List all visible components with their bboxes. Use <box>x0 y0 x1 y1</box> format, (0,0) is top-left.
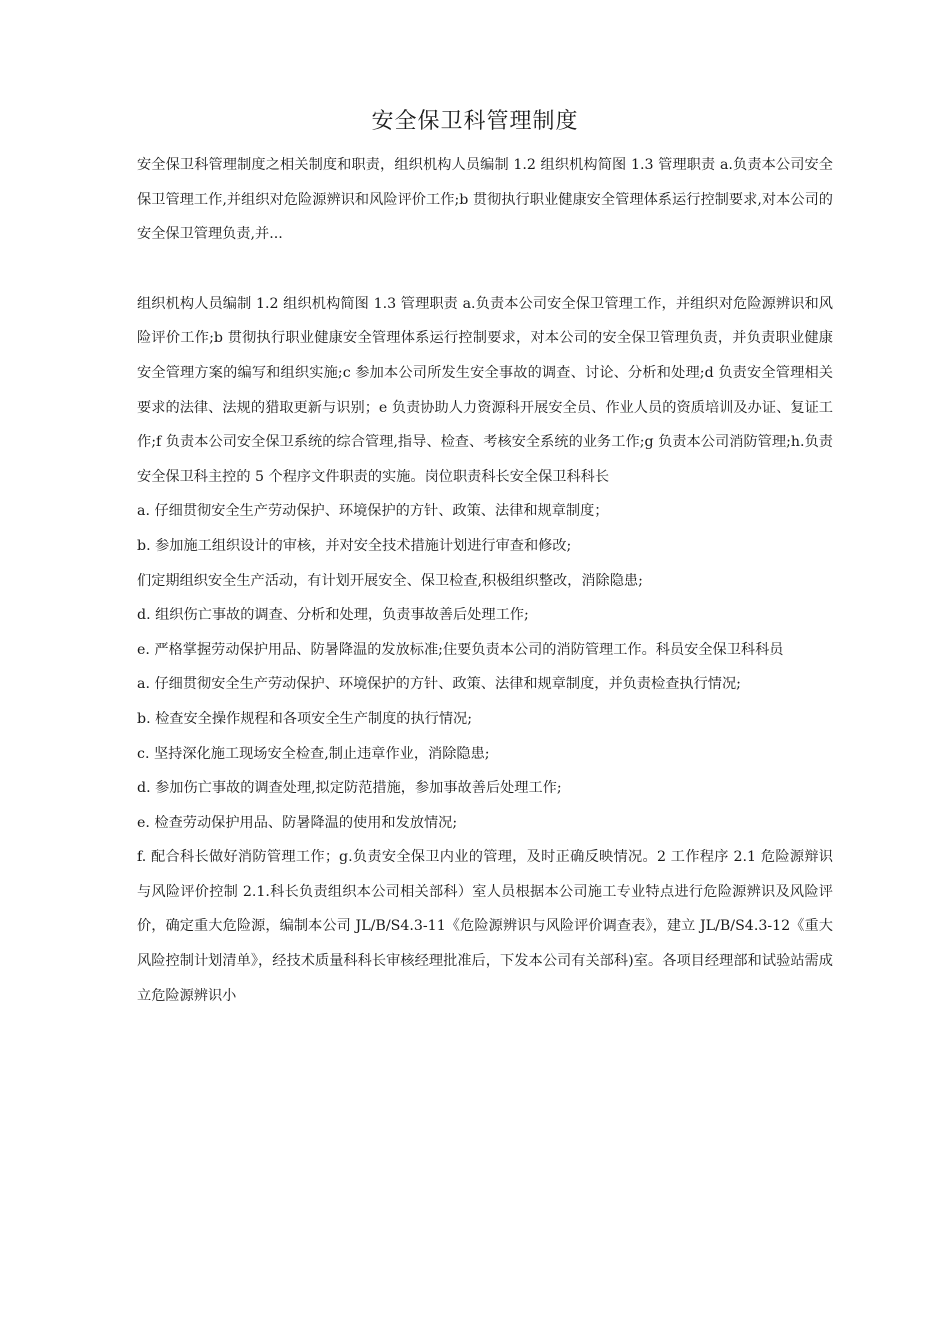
list-item: e. 检查劳动保护用品、防暑降温的使用和发放情况; <box>137 814 458 831</box>
list-item: b. 参加施工组织设计的审核，并对安全技术措施计划进行审查和修改; <box>137 537 572 554</box>
list-item: d. 参加伤亡事故的调查处理,拟定防范措施，参加事故善后处理工作; <box>137 780 562 797</box>
list-item: a. 仔细贯彻安全生产劳动保护、环境保护的方针、政策、法律和规章制度，并负责检查执行情况; <box>137 676 741 693</box>
list-item: c. 坚持深化施工现场安全检查,制止违章作业，消除隐患; <box>137 745 490 762</box>
list-item: b. 检查安全操作规程和各项安全生产制度的执行情况; <box>137 710 473 727</box>
page-title: 安全保卫科管理制度 <box>371 109 579 134</box>
paragraph-gap <box>137 252 833 287</box>
document-body <box>137 148 833 1013</box>
summary-paragraph: 安全保卫科管理制度之相关制度和职责，组织机构人员编制 1.2 组织机构简图 1.3 管理职责 a.负责本公司安全保卫管理工作,并组织对危险源辨识和风险评价工作;b 贯彻执行职业健康安全管理体系运行控制要求,对本公司的安全保卫管理负责,并... <box>137 157 833 243</box>
list-item: 们定期组织安全生产活动，有计划开展安全、保卫检查,积极组织整改，消除隐患; <box>137 572 643 589</box>
list-item: a. 仔细贯彻安全生产劳动保护、环境保护的方针、政策、法律和规章制度； <box>137 503 609 520</box>
body-paragraph: 组织机构人员编制 1.2 组织机构简图 1.3 管理职责 a.负责本公司安全保卫管理工作，并组织对危险源辨识和风险评价工作;b 贯彻执行职业健康安全管理体系运行控制要求，对本公司的安全保卫管理负责，并负责职业健康安全管理方案的编写和组织实施;c 参加本公司所发生安全事故的调查、讨论、分析和处理;d 负责安全管理相关要求的法律、法规的猎取更新与识别；e 负责协助人力资源科开展安全员、作业人员的资质培训及办证、复证工作;f 负责本公司安全保卫系统的综合管理,指导、检查、考核安全系统的业务工作;g 负责本公司消防管理;h.负责安全保卫科主控的 5 个程序文件职责的实施。岗位职责科长安全保卫科科长 <box>137 295 833 485</box>
list-item: d. 组织伤亡事故的调查、分析和处理，负责事故善后处理工作; <box>137 607 529 624</box>
body-paragraph: f. 配合科长做好消防管理工作；g.负责安全保卫内业的管理，及时正确反映情况。2 工作程序 2.1 危险源辩识与风险评价控制 2.1.科长负责组织本公司相关部科）室人员根据本公司施工专业特点进行危险源辨识及风险评价，确定重大危险源，编制本公司 JL/B/S4.3-11《危险源辨识与风险评价调查表》，建立 JL/B/S4.3-12《重大风险控制计划清单》，经技术质量科科长审核经理批准后，下发本公司有关部科)室。各项目经理部和试验站需成立危险源辨识小 <box>137 849 833 1004</box>
list-item: e. 严格掌握劳动保护用品、防暑降温的发放标准;住要负责本公司的消防管理工作。科员安全保卫科科员 <box>137 641 784 658</box>
